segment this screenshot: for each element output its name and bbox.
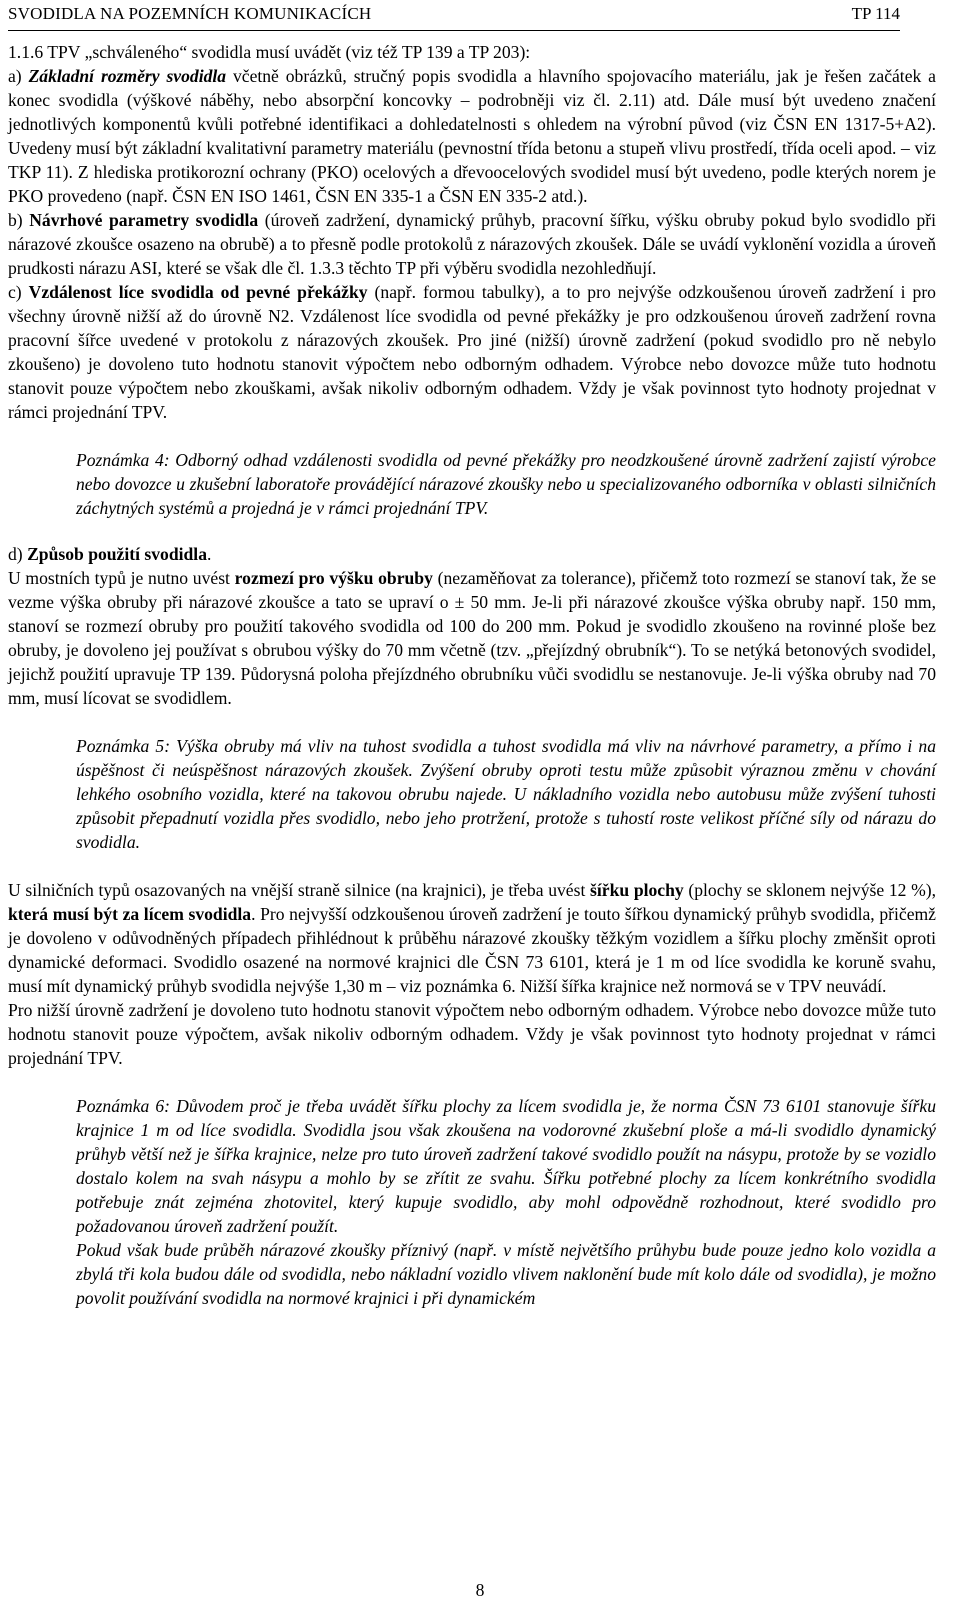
road-text-1: U silničních typů osazovaných na vnější straně silnice (na krajnici), je třeba uvést xyxy=(8,880,591,900)
item-b-prefix: b) xyxy=(8,210,30,230)
item-b-heading: Návrhové parametry svodidla xyxy=(29,210,259,230)
item-a-heading: Základní rozměry svodidla xyxy=(28,66,227,86)
section-lead: 1.1.6 TPV „schváleného“ svodidla musí uvádět (viz též TP 139 a TP 203): xyxy=(8,42,531,62)
item-d-paragraph xyxy=(8,566,936,710)
item-d-suffix: . xyxy=(207,544,212,564)
item-d-text-1: U mostních typů je nutno uvést xyxy=(8,568,235,588)
document-body xyxy=(8,40,936,1310)
item-d-bold: rozmezí pro výšku obruby xyxy=(234,568,433,588)
item-b-text: (úroveň zadržení, dynamický průhyb, pracovní šířku, výšku obruby pokud bylo svodidlo při nárazové zkoušce osazeno na obrubě) a to přesně podle protokolů z nárazových zkoušek. Dále se uvádí vyklonění vozidla a úroveň prudkosti nárazu ASI, které se však dle čl. 1.3.3 těchto TP při výběru svodidla nezohledňují. xyxy=(8,210,937,278)
item-c-prefix: c) xyxy=(8,282,29,302)
note-6: Poznámka 6: Důvodem proč je třeba uvádět šířku plochy za lícem svodidla je, že norma ČSN 73 6101 stanovuje šířku krajnice 1 m od líce svodidla. Svodidla jsou však zkoušena na vodorovné zkušební ploše a má-li svodidlo dynamický průhyb větší než je šířka krajnice, nelze pro tuto úroveň zadržení takové svodidlo použít na násypu, protože by se vozidlo dostalo kolem na svah násypu a mohlo by se zřítit ze svahu. Šířku potřebné plochy za lícem konkrétního svodidla potřebuje znát zejména zhotovitel, který kupuje svodidlo, aby mohl odpovědně rozhodnout, které svodidlo pro požadovanou úroveň zadržení použít. xyxy=(76,1096,936,1236)
item-a xyxy=(8,64,936,208)
road-paragraph xyxy=(8,878,936,998)
page-number: 8 xyxy=(475,1580,485,1600)
item-d-text-2: (nezaměňovat za tolerance), přičemž toto rozmezí se stanoví tak, že se vezme výška obruby při nárazové zkoušce a tato se upraví o ± 50 mm. Je-li při nárazové zkoušce výška obruby např. 150 mm, stanoví se rozmezí obruby pro použití takového svodidla od 100 do 200 mm. Pokud je svodidlo zkoušeno na rovinné ploše bez obruby, je dovoleno jej používat s obrubou výšky do 70 mm včetně (tzv. „přejízdný obrubník“). To se netýká betonových svodidel, jejichž použití upravuje TP 139. Půdorysná poloha přejízdného obrubníku vůči svodidlu se nestanovuje. Je-li výška obruby nad 70 mm, musí lícovat se svodidlem. xyxy=(8,568,937,708)
header-doc-id: TP 114 xyxy=(851,4,900,23)
note-6-continued: Pokud však bude průběh nárazové zkoušky příznivý (např. v místě největšího průhybu bude pouze jedno kolo vozidla a zbylá tři kola budou dále od svodidla, nebo nákladní vozidlo vlivem naklonění bude mít kolo dále od svodidla), je možno povolit používání svodidla na normové krajnici i při dynamickém xyxy=(76,1240,936,1308)
item-c-text: (např. formou tabulky), a to pro nejvýše odzkoušenou úroveň zadržení i pro všechny úrovně nižší až do úrovně N2. Vzdálenost líce svodidla od pevné překážky je pro odzkoušenou úroveň zadržení rovna pracovní šířce uvedené v protokolu z nárazových zkoušek. Pro jiné (nižší) úrovně zadržení (pokud svodidlo pro ně nebylo zkoušeno) je dovoleno tuto hodnotu stanovit výpočtem nebo odborným odhadem. Výrobce nebo dovozce může tuto hodnotu stanovit pouze výpočtem nebo zkouškami, avšak nikoliv odborným odhadem. Vždy je však povinnost tyto hodnoty projednat v rámci projednání TPV. xyxy=(8,282,936,422)
road-bold-1: šířku plochy xyxy=(590,880,684,900)
page-header xyxy=(8,0,900,31)
item-d-prefix: d) xyxy=(8,544,28,564)
header-title: SVODIDLA NA POZEMNÍCH KOMUNIKACÍCH xyxy=(8,4,372,23)
road-text-3: . Pro nejvyšší odzkoušenou úroveň zadržení je touto šířkou dynamický průhyb svodidla, přičemž je dovoleno v odůvodněných případech přihlédnout k průběhu nárazové zkoušky těžkým vozidlem a šířku plochy změnšit oproti dynamické deformaci. Svodidlo osazené na normové krajnici dle ČSN 73 6101, která je 1 m od líce svodidla ke koruně svahu, musí mít dynamický průhyb svodidla nejvýše 1,30 m – viz poznámka 6. Nižší šířka krajnice než normová se v TPV neuvádí. xyxy=(8,904,936,996)
item-c-heading: Vzdálenost líce svodidla od pevné překážky xyxy=(28,282,368,302)
item-a-prefix: a) xyxy=(8,66,29,86)
lower-levels-paragraph: Pro nižší úrovně zadržení je dovoleno tuto hodnotu stanovit výpočtem nebo odborným odhadem. Výrobce nebo dovozce může tuto hodnotu stanovit pouze výpočtem, avšak nikoliv odborným odhadem. Vždy je však povinnost tyto hodnoty projednat v rámci projednání TPV. xyxy=(8,1000,936,1068)
road-bold-2: která musí být za lícem svodidla xyxy=(8,904,252,924)
item-a-text: včetně obrázků, stručný popis svodidla a hlavního spojovacího materiálu, jak je řešen začátek a konec svodidla (výškové náběhy, nebo absorpční koncovky – podrobněji viz čl. 2.11) atd. Dále musí být uvedeno značení jednotlivých komponentů kvůli potřebné identifikaci a dohledatelnosti s ohledem na výrobní původ (viz ČSN EN 1317-5+A2). Uvedeny musí být základní kvalitativní parametry materiálu (pevnostní třída betonu a stupeň vlivu prostředí, třída oceli apod. – viz TKP 11). Z hlediska protikorozní ochrany (PKO) ocelových a dřevoocelových svodidel musí být uvedeno, podle kterých norem je PKO provedeno (např. ČSN EN ISO 1461, ČSN EN 335-1 a ČSN EN 335-2 atd.). xyxy=(8,66,936,206)
item-d-heading: Způsob použití svodidla xyxy=(27,544,207,564)
note-4: Poznámka 4: Odborný odhad vzdálenosti svodidla od pevné překážky pro neodzkoušené úrovně zadržení zajistí výrobce nebo dovozce u zkušební laboratoře provádějící nárazové zkoušky nebo u specializovaného odborníka v oblasti silničních záchytných systémů a projedná je v rámci projednání TPV. xyxy=(76,450,936,518)
road-text-2: (plochy se sklonem nejvýše 12 %), xyxy=(683,880,936,900)
item-c xyxy=(8,280,936,424)
item-b xyxy=(8,208,936,280)
note-5: Poznámka 5: Výška obruby má vliv na tuhost svodidla a tuhost svodidla má vliv na návrhové parametry, a přímo i na úspěšnost či neúspěšnost nárazových zkoušek. Zvýšení obruby oproti testu může způsobit výraznou změnu v chování lehkého osobního vozidla, které na takovou obrubu najede. U nákladního vozidla nebo autobusu může zvýšení tuhosti způsobit přepadnutí vozidla přes svodidlo, nebo jeho protržení, protože s tuhostí roste velikost příčné síly od nárazu do svodidla. xyxy=(76,736,936,852)
item-d xyxy=(8,542,936,566)
